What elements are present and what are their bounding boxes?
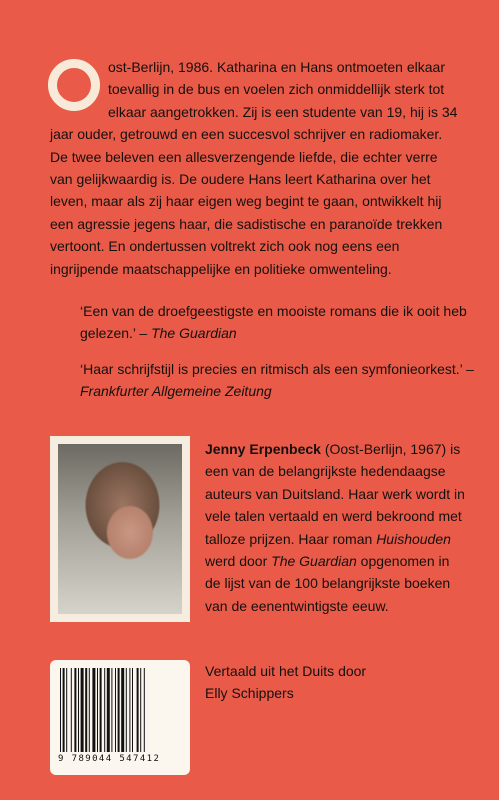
barcode (50, 660, 190, 775)
author-photo (50, 436, 190, 622)
barcode-bar (132, 668, 133, 752)
barcode-bar (66, 668, 67, 752)
translator-line-1: Vertaald uit het Duits door (205, 663, 367, 679)
translator-name: Elly Schippers (205, 685, 294, 702)
barcode-bar (126, 668, 127, 752)
author-name: Jenny Erpenbeck (205, 441, 321, 457)
blurb (50, 56, 460, 280)
barcode-bar (137, 668, 139, 752)
barcode-bar (129, 668, 130, 752)
isbn-number: 9 789044 547412 (58, 754, 161, 764)
barcode-bar (140, 668, 141, 752)
barcode-bar (107, 668, 110, 752)
barcode-bar (71, 668, 72, 752)
bio-text-3: opgenomen in de lijst van de 100 belangrijkste boeken van de eenentwintigste eeuw. (205, 553, 451, 614)
bio-text-1: (Oost-Berlijn, 1967) is een van de belangrijkste hedendaagse auteurs van Duitsland. Haar werk wordt in vele talen vertaald en werd bekroond met talloze prijzen. Haar roman (205, 441, 465, 547)
barcode-bar (63, 668, 65, 752)
barcode-bar (78, 668, 79, 752)
barcode-bar (115, 668, 116, 752)
barcode-bar (104, 668, 105, 752)
review-quote-1 (80, 300, 480, 344)
barcode-bar (85, 668, 87, 752)
review-quote-2 (80, 358, 480, 402)
quote-text: ‘Een van de droefgeestigste en mooiste romans die ik ooit heb gelezen.’ – (80, 303, 467, 341)
newspaper-name: The Guardian (271, 553, 357, 570)
barcode-bar (89, 668, 90, 752)
quote-source: Frankfurter Allgemeine Zeitung (80, 383, 272, 399)
barcode-bar (118, 668, 120, 752)
barcode-bar (81, 668, 84, 752)
barcode-bar (60, 668, 61, 752)
barcode-bar (97, 668, 98, 752)
author-bio (205, 438, 465, 617)
barcode-bar (100, 668, 102, 752)
book-title: Huishouden (376, 530, 451, 547)
barcode-bar (121, 668, 124, 752)
quote-text: ‘Haar schrijfstijl is precies en ritmisch als een symfonieorkest.’ – (80, 361, 474, 377)
barcode-bar (92, 668, 95, 752)
barcode-bar (144, 668, 145, 752)
author-portrait (58, 444, 182, 614)
barcode-bars (58, 668, 182, 752)
quote-source: The Guardian (151, 325, 237, 341)
blurb-text: ost-Berlijn, 1986. Katharina en Hans ontmoeten elkaar toevallig in de bus en voelen zich onmiddellijk sterk tot elkaar aangetrokken. Zij is een studente van 19, hij is 34 jaar ouder, getrouwd en een succesvol schrijver en radiomaker. De twee beleven een allesverzengende liefde, die echter verre van gelijkwaardig is. De oudere Hans leert Katharina over het leven, maar als zij haar eigen weg begint te gaan, ontwikkelt hij een agressie jegens haar, die sadistische en paranoïde trekken vertoont. En ondertussen voltrekt zich ook nog eens een ingrijpende maatschappelijke en politieke omwenteling. (50, 59, 458, 277)
barcode-bar (74, 668, 76, 752)
bio-text-2: werd door (205, 553, 268, 570)
barcode-bar (111, 668, 112, 752)
translator-credit (205, 660, 465, 705)
dropcap-ring (48, 59, 100, 111)
